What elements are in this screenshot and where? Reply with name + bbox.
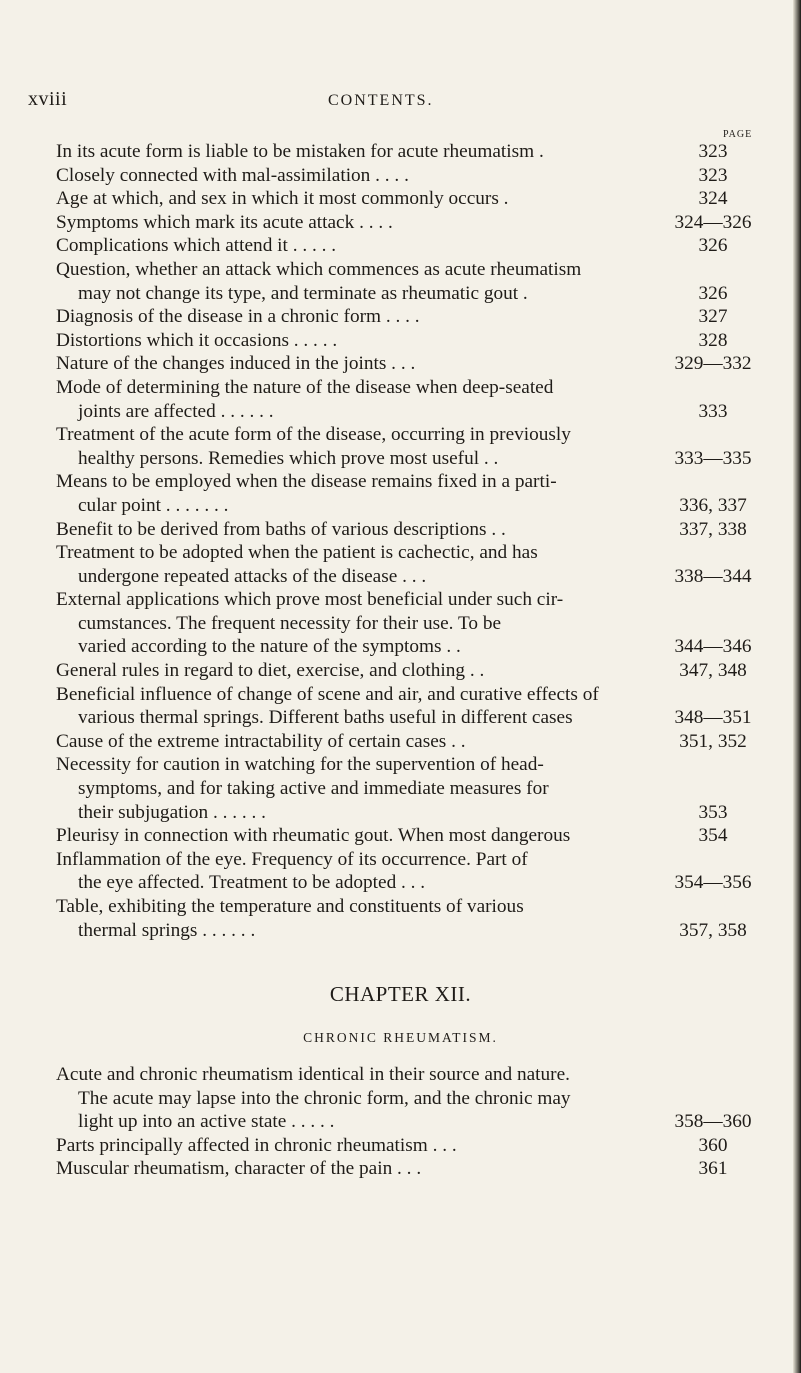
entry-text-line: Distortions which it occasions . . . . . [56, 329, 338, 351]
entry-text-line: Benefit to be derived from baths of various descriptions . . [56, 518, 506, 540]
entry-text-line: Cause of the extreme intractability of certain cases . . [56, 730, 466, 752]
entry-text-line: light up into an active state . . . . . [78, 1111, 335, 1133]
contents-entry [56, 753, 768, 824]
entry-text-line: Necessity for caution in watching for the supervention of head- [56, 754, 544, 776]
entry-text-line: may not change its type, and terminate as rheumatic gout . [78, 282, 528, 304]
contents-entry [56, 1157, 768, 1181]
entry-text-line: Closely connected with mal-assimilation . . . . [56, 164, 409, 186]
chapter-contents-list [56, 1063, 768, 1181]
contents-entry [56, 683, 768, 730]
entry-page-number: 354—356 [674, 872, 752, 894]
entry-page-number: 361 [698, 1158, 728, 1180]
chapter-number: CHAPTER XII. [329, 982, 472, 1006]
contents-entry [56, 234, 768, 258]
entry-text-line: Nature of the changes induced in the joints . . . [56, 353, 416, 375]
entry-text-line: The acute may lapse into the chronic form, and the chronic may [78, 1087, 571, 1109]
running-title: CONTENTS. [328, 92, 434, 109]
entry-page-number: 329—332 [674, 353, 752, 375]
contents-entry [56, 187, 768, 211]
entry-page-number: 344—346 [674, 636, 752, 658]
entry-text-line: various thermal springs. Different baths useful in different cases [78, 707, 573, 729]
contents-entry [56, 470, 768, 517]
entry-page-number: 358—360 [674, 1111, 752, 1133]
contents-entry [56, 659, 768, 683]
entry-text-line: Mode of determining the nature of the disease when deep-seated [56, 376, 554, 398]
contents-entry [56, 329, 768, 353]
entry-text-line: Parts principally affected in chronic rheumatism . . . [56, 1134, 457, 1156]
entry-text-line: Treatment of the acute form of the disease, occurring in previously [56, 424, 571, 446]
entry-page-number: 326 [698, 235, 728, 257]
entry-page-number: 327 [698, 306, 728, 328]
entry-page-number: 323 [698, 164, 728, 186]
entry-page-number: 337, 338 [679, 518, 747, 540]
entry-page-number: 324 [698, 188, 728, 210]
entry-text-line: Inflammation of the eye. Frequency of its occurrence. Part of [56, 848, 528, 870]
entry-page-number: 326 [698, 282, 728, 304]
contents-entry [56, 588, 768, 659]
contents-entry [56, 352, 768, 376]
contents-entry [56, 1063, 768, 1134]
entry-text-line: Question, whether an attack which commences as acute rheumatism [56, 258, 582, 280]
entry-page-number: 333—335 [674, 447, 752, 469]
entry-text-line: General rules in regard to diet, exercise, and clothing . . [56, 660, 485, 682]
entry-text-line: External applications which prove most beneficial under such cir- [56, 589, 564, 611]
contents-entry [56, 423, 768, 470]
contents-list [56, 140, 768, 942]
page-column-label: PAGE [723, 129, 753, 140]
page-edge-shadow [793, 0, 801, 1373]
page-folio: xviii [28, 88, 68, 110]
entry-page-number: 347, 348 [679, 660, 747, 682]
entry-page-number: 328 [698, 329, 728, 351]
entry-text-line: varied according to the nature of the symptoms . . [78, 636, 461, 658]
entry-page-number: 338—344 [674, 565, 752, 587]
entry-text-line: Beneficial influence of change of scene and air, and curative effects of [56, 683, 599, 705]
contents-entry [56, 824, 768, 848]
contents-entry [56, 895, 768, 942]
entry-text-line: the eye affected. Treatment to be adopted . . . [78, 872, 426, 894]
entry-text-line: cumstances. The frequent necessity for their use. To be [78, 612, 502, 634]
entry-page-number: 354 [698, 825, 728, 847]
entry-text-line: Treatment to be adopted when the patient is cachectic, and has [56, 542, 538, 564]
entry-text-line: Age at which, and sex in which it most commonly occurs . [56, 188, 509, 210]
entry-page-number: 348—351 [674, 707, 752, 729]
contents-entry [56, 211, 768, 235]
entry-text-line: Muscular rheumatism, character of the pain . . . [56, 1158, 422, 1180]
entry-page-number: 324—326 [674, 211, 752, 233]
entry-text-line: Symptoms which mark its acute attack . . . . [56, 211, 393, 233]
entry-page-number: 357, 358 [679, 919, 747, 941]
entry-text-line: cular point . . . . . . . [78, 494, 229, 516]
contents-entry [56, 258, 768, 305]
entry-text-line: healthy persons. Remedies which prove most useful . . [78, 447, 499, 469]
entry-text-line: Acute and chronic rheumatism identical in their source and nature. [56, 1064, 570, 1085]
entry-text-line: joints are affected . . . . . . [78, 400, 274, 422]
entry-text-line: In its acute form is liable to be mistaken for acute rheumatism . [56, 141, 544, 162]
entry-text-line: Pleurisy in connection with rheumatic gout. When most dangerous [56, 825, 571, 847]
entry-text-line: thermal springs . . . . . . [78, 919, 256, 941]
entry-page-number: 336, 337 [679, 494, 747, 516]
contents-entry [56, 140, 768, 164]
entry-text-line: symptoms, and for taking active and immediate measures for [78, 778, 549, 800]
contents-entry [56, 518, 768, 542]
entry-text-line: undergone repeated attacks of the disease . . . [78, 565, 427, 587]
contents-entry [56, 541, 768, 588]
contents-entry [56, 376, 768, 423]
entry-text-line: Complications which attend it . . . . . [56, 235, 337, 257]
entry-text-line: Diagnosis of the disease in a chronic form . . . . [56, 306, 420, 328]
entry-page-number: 333 [698, 400, 728, 422]
entry-page-number: 353 [698, 801, 728, 823]
chapter-title: CHRONIC RHEUMATISM. [303, 1030, 498, 1045]
entry-text-line: their subjugation . . . . . . [78, 801, 266, 823]
contents-entry [56, 1134, 768, 1158]
entry-page-number: 360 [698, 1134, 728, 1156]
entry-text-line: Table, exhibiting the temperature and constituents of various [56, 896, 524, 917]
contents-entry [56, 305, 768, 329]
contents-entry [56, 730, 768, 754]
contents-entry [56, 164, 768, 188]
contents-entry [56, 848, 768, 895]
entry-page-number: 323 [698, 141, 728, 162]
entry-text-line: Means to be employed when the disease remains fixed in a parti- [56, 471, 557, 493]
entry-page-number: 351, 352 [679, 730, 747, 752]
